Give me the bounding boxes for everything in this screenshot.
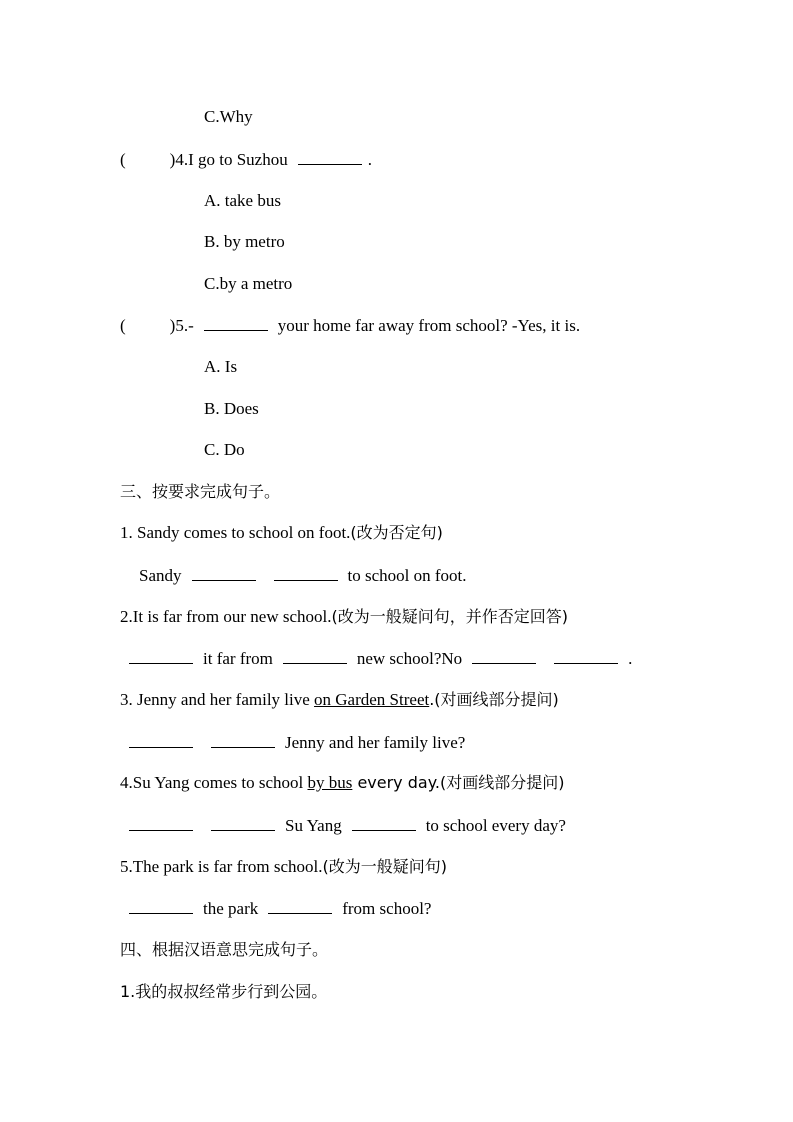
answer-blank[interactable] [129, 647, 193, 664]
s3-answer-2 [125, 647, 632, 670]
answer-end: . [628, 649, 633, 668]
answer-blank[interactable] [211, 731, 275, 748]
s3-answer-1 [139, 564, 467, 587]
q4-option-c: C.by a metro [204, 274, 293, 293]
s3-item-1 [120, 522, 443, 544]
q5-option-a: A. Is [204, 357, 238, 376]
answer-blank[interactable] [283, 647, 347, 664]
question-4 [120, 148, 372, 171]
answer-blank[interactable] [129, 897, 193, 914]
q5-text: your home far away from school? -Yes, it is. [277, 316, 581, 335]
answer-blank[interactable] [472, 647, 536, 664]
q5-start: )5.- [169, 316, 194, 335]
answer-blank[interactable] [274, 564, 338, 581]
prompt-instruction: every day.(对画线部分提问) [352, 773, 565, 792]
answer-blank[interactable] [129, 731, 193, 748]
s3-answer-4 [125, 814, 566, 837]
prompt-instruction: (改为一般疑问句) [322, 857, 448, 876]
underlined-phrase: by bus [307, 773, 353, 792]
answer-tail: Jenny and her family live? [285, 733, 466, 752]
answer-paren: ( [120, 316, 126, 335]
answer-mid: it far from [203, 649, 273, 668]
answer-blank[interactable] [352, 814, 416, 831]
s3-item-5 [120, 856, 447, 878]
answer-blank[interactable] [554, 647, 618, 664]
answer-tail: to school on foot. [347, 566, 467, 585]
prompt-text: 5.The park is far from school. [120, 857, 323, 876]
s3-answer-3 [125, 731, 465, 754]
q4-text: )4.I go to Suzhou [169, 150, 288, 169]
prompt-text: 1. Sandy comes to school on foot. [120, 523, 351, 542]
prompt-text: 3. Jenny and her family live [120, 690, 315, 709]
q4-end: . [367, 150, 372, 169]
q3-option-c: C.Why [204, 107, 253, 126]
prompt-text: 2.It is far from our new school. [120, 607, 332, 626]
q5-option-b: B. Does [204, 399, 259, 418]
answer-paren: ( [120, 150, 126, 169]
section-4-title: 四、根据汉语意思完成句子。 [120, 940, 329, 959]
s3-item-2 [120, 606, 568, 628]
s3-answer-5 [125, 897, 431, 920]
s4-item-1: 1.我的叔叔经常步行到公园。 [120, 982, 328, 1001]
answer-mid: the park [203, 899, 259, 918]
answer-blank[interactable] [204, 314, 268, 331]
answer-blank[interactable] [211, 814, 275, 831]
prompt-instruction: (改为否定句) [350, 523, 443, 542]
section-3-title: 三、按要求完成句子。 [120, 482, 281, 501]
answer-tail: to school every day? [425, 816, 566, 835]
q4-option-a: A. take bus [204, 191, 281, 210]
prompt-text: 4.Su Yang comes to school [120, 773, 308, 792]
s3-item-3 [120, 689, 559, 711]
answer-blank[interactable] [192, 564, 256, 581]
prompt-instruction: (改为一般疑问句，并作否定回答) [331, 607, 569, 626]
answer-tail: from school? [342, 899, 432, 918]
s3-item-4 [120, 772, 564, 794]
answer-mid: new school?No [356, 649, 463, 668]
answer-blank[interactable] [268, 897, 332, 914]
q4-option-b: B. by metro [204, 232, 285, 251]
prompt-instruction: .(对画线部分提问) [429, 690, 559, 709]
answer-blank[interactable] [298, 148, 362, 165]
question-5 [120, 314, 580, 337]
underlined-phrase: on Garden Street [314, 690, 430, 709]
answer-mid: Su Yang [285, 816, 342, 835]
answer-blank[interactable] [129, 814, 193, 831]
answer-lead: Sandy [139, 566, 182, 585]
q5-option-c: C. Do [204, 440, 245, 459]
